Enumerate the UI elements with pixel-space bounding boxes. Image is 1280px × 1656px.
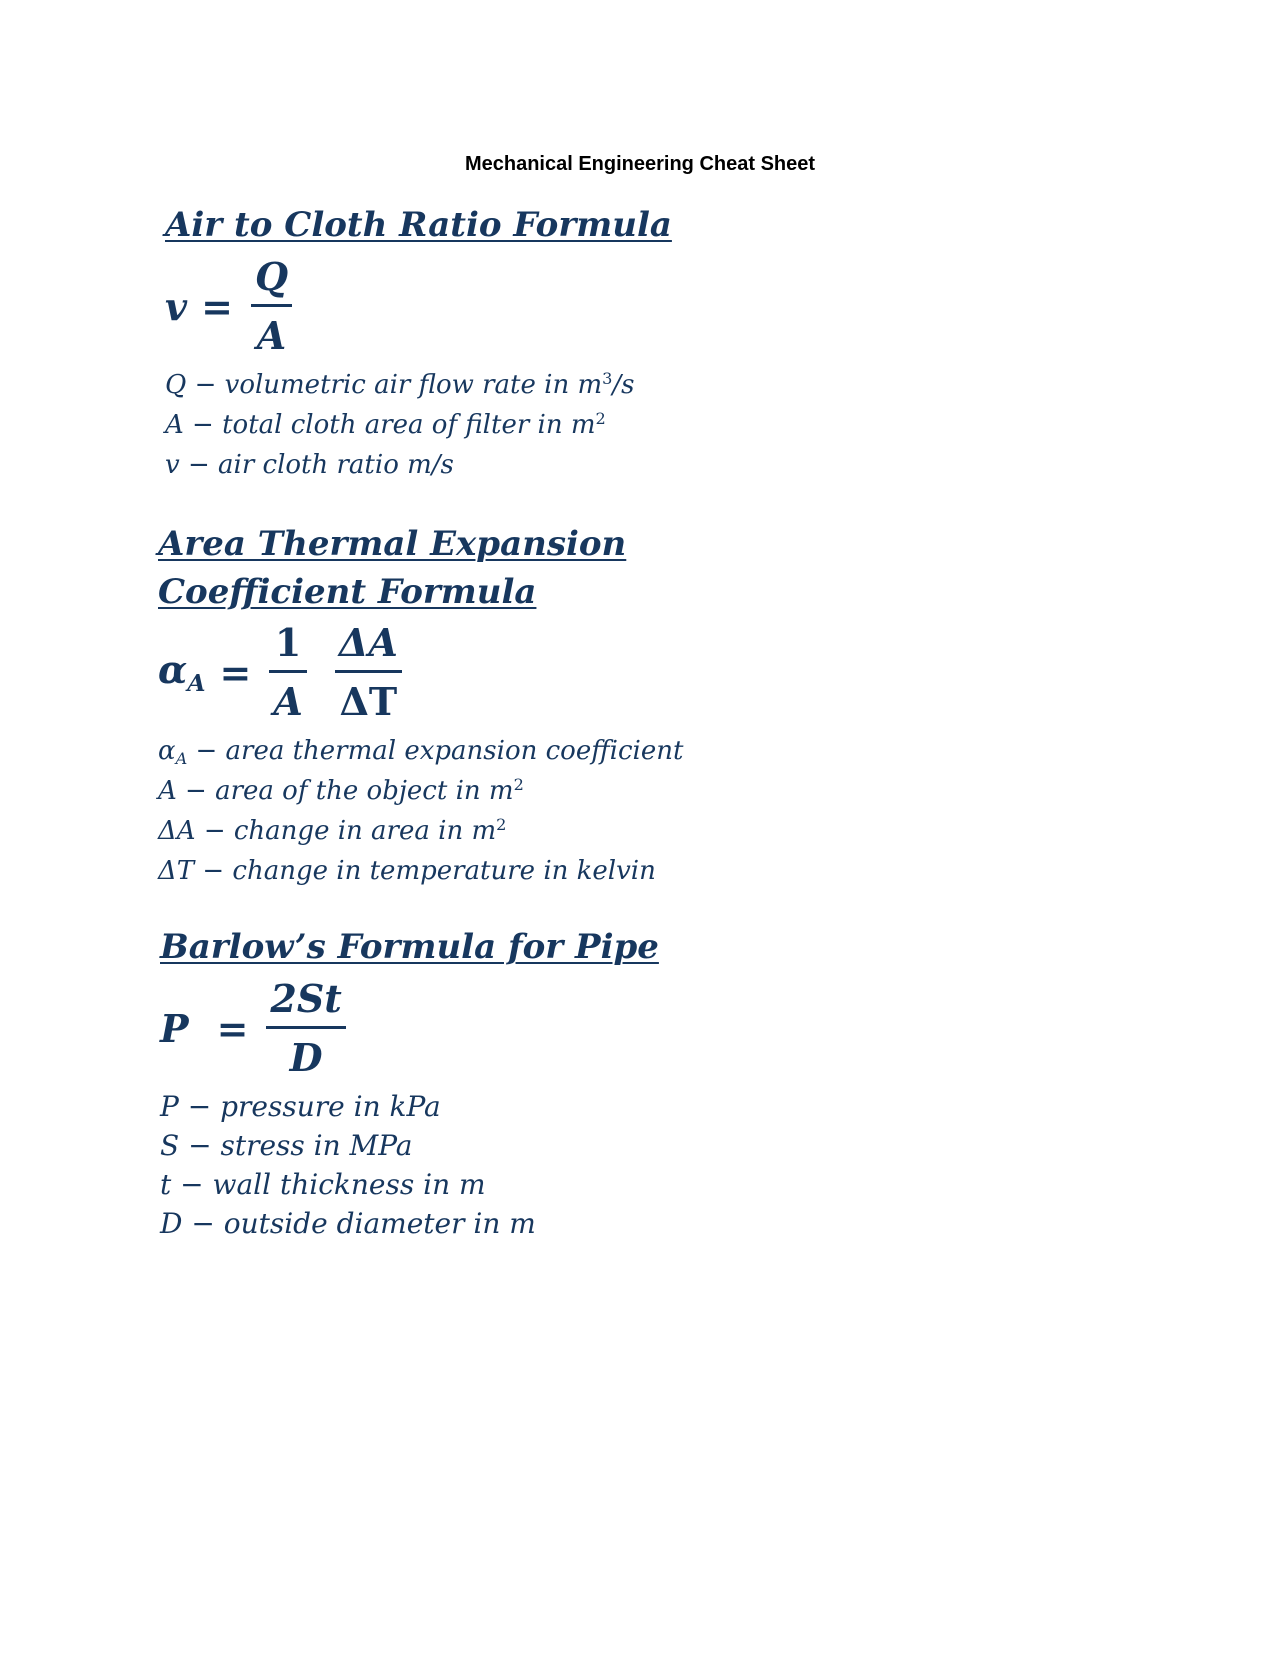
fraction [266, 976, 345, 1081]
definition-item: A − total cloth area of filter in $m^2$ [165, 409, 606, 440]
section-heading-line: Area Thermal Expansion [158, 524, 627, 564]
section-heading [158, 520, 683, 616]
definition-list [165, 365, 672, 485]
definition-list [158, 731, 683, 891]
equals-sign: = [216, 1006, 249, 1051]
page-title: Mechanical Engineering Cheat Sheet [464, 153, 816, 175]
fraction-numerator: 2St [270, 976, 342, 1021]
section-heading-line: Coefficient Formula [158, 572, 537, 612]
definition-item: P − pressure in kPa [160, 1090, 441, 1123]
section-air-to-cloth [165, 200, 672, 485]
definition-item: $\alpha_A$ − area thermal expansion coefficient [158, 736, 684, 768]
definition-list [160, 1087, 659, 1243]
section-area-thermal-expansion [158, 520, 683, 891]
formula [165, 254, 672, 359]
fraction-denominator: A [256, 313, 287, 358]
fraction-numerator: ΔA [338, 620, 398, 665]
definition-item: t − wall thickness in m [160, 1168, 486, 1201]
definition-item: D − outside diameter in m [160, 1207, 536, 1240]
definition-item: ΔA − change in area in $m^2$ [158, 815, 507, 846]
formula-lhs: $\alpha_A$ [158, 647, 206, 698]
section-heading: Air to Cloth Ratio Formula [165, 205, 672, 245]
fraction-denominator: A [273, 679, 303, 724]
fraction [335, 620, 402, 725]
formula [160, 976, 659, 1081]
definition-item: v − air cloth ratio m/s [165, 450, 454, 480]
fraction-numerator: Q [254, 254, 289, 299]
fraction-denominator: ΔT [339, 679, 398, 724]
definition-item: A − area of the object in $m^2$ [158, 775, 524, 806]
definition-item: S − stress in MPa [160, 1129, 413, 1162]
fraction [251, 254, 292, 359]
equals-sign: = [219, 650, 252, 695]
section-heading: Barlow’s Formula for Pipe [160, 927, 659, 967]
equals-sign: = [201, 284, 233, 329]
fraction-denominator: D [289, 1035, 323, 1080]
definition-item: Q − volumetric air flow rate in $m^3/s$ [165, 369, 635, 400]
formula-lhs: P [160, 1006, 189, 1051]
formula-lhs: v [165, 284, 188, 329]
fraction-numerator: 1 [274, 620, 302, 665]
definition-item: ΔT − change in temperature in kelvin [158, 856, 656, 886]
fraction [269, 620, 306, 725]
section-barlows-formula [160, 922, 659, 1243]
formula [158, 620, 683, 725]
